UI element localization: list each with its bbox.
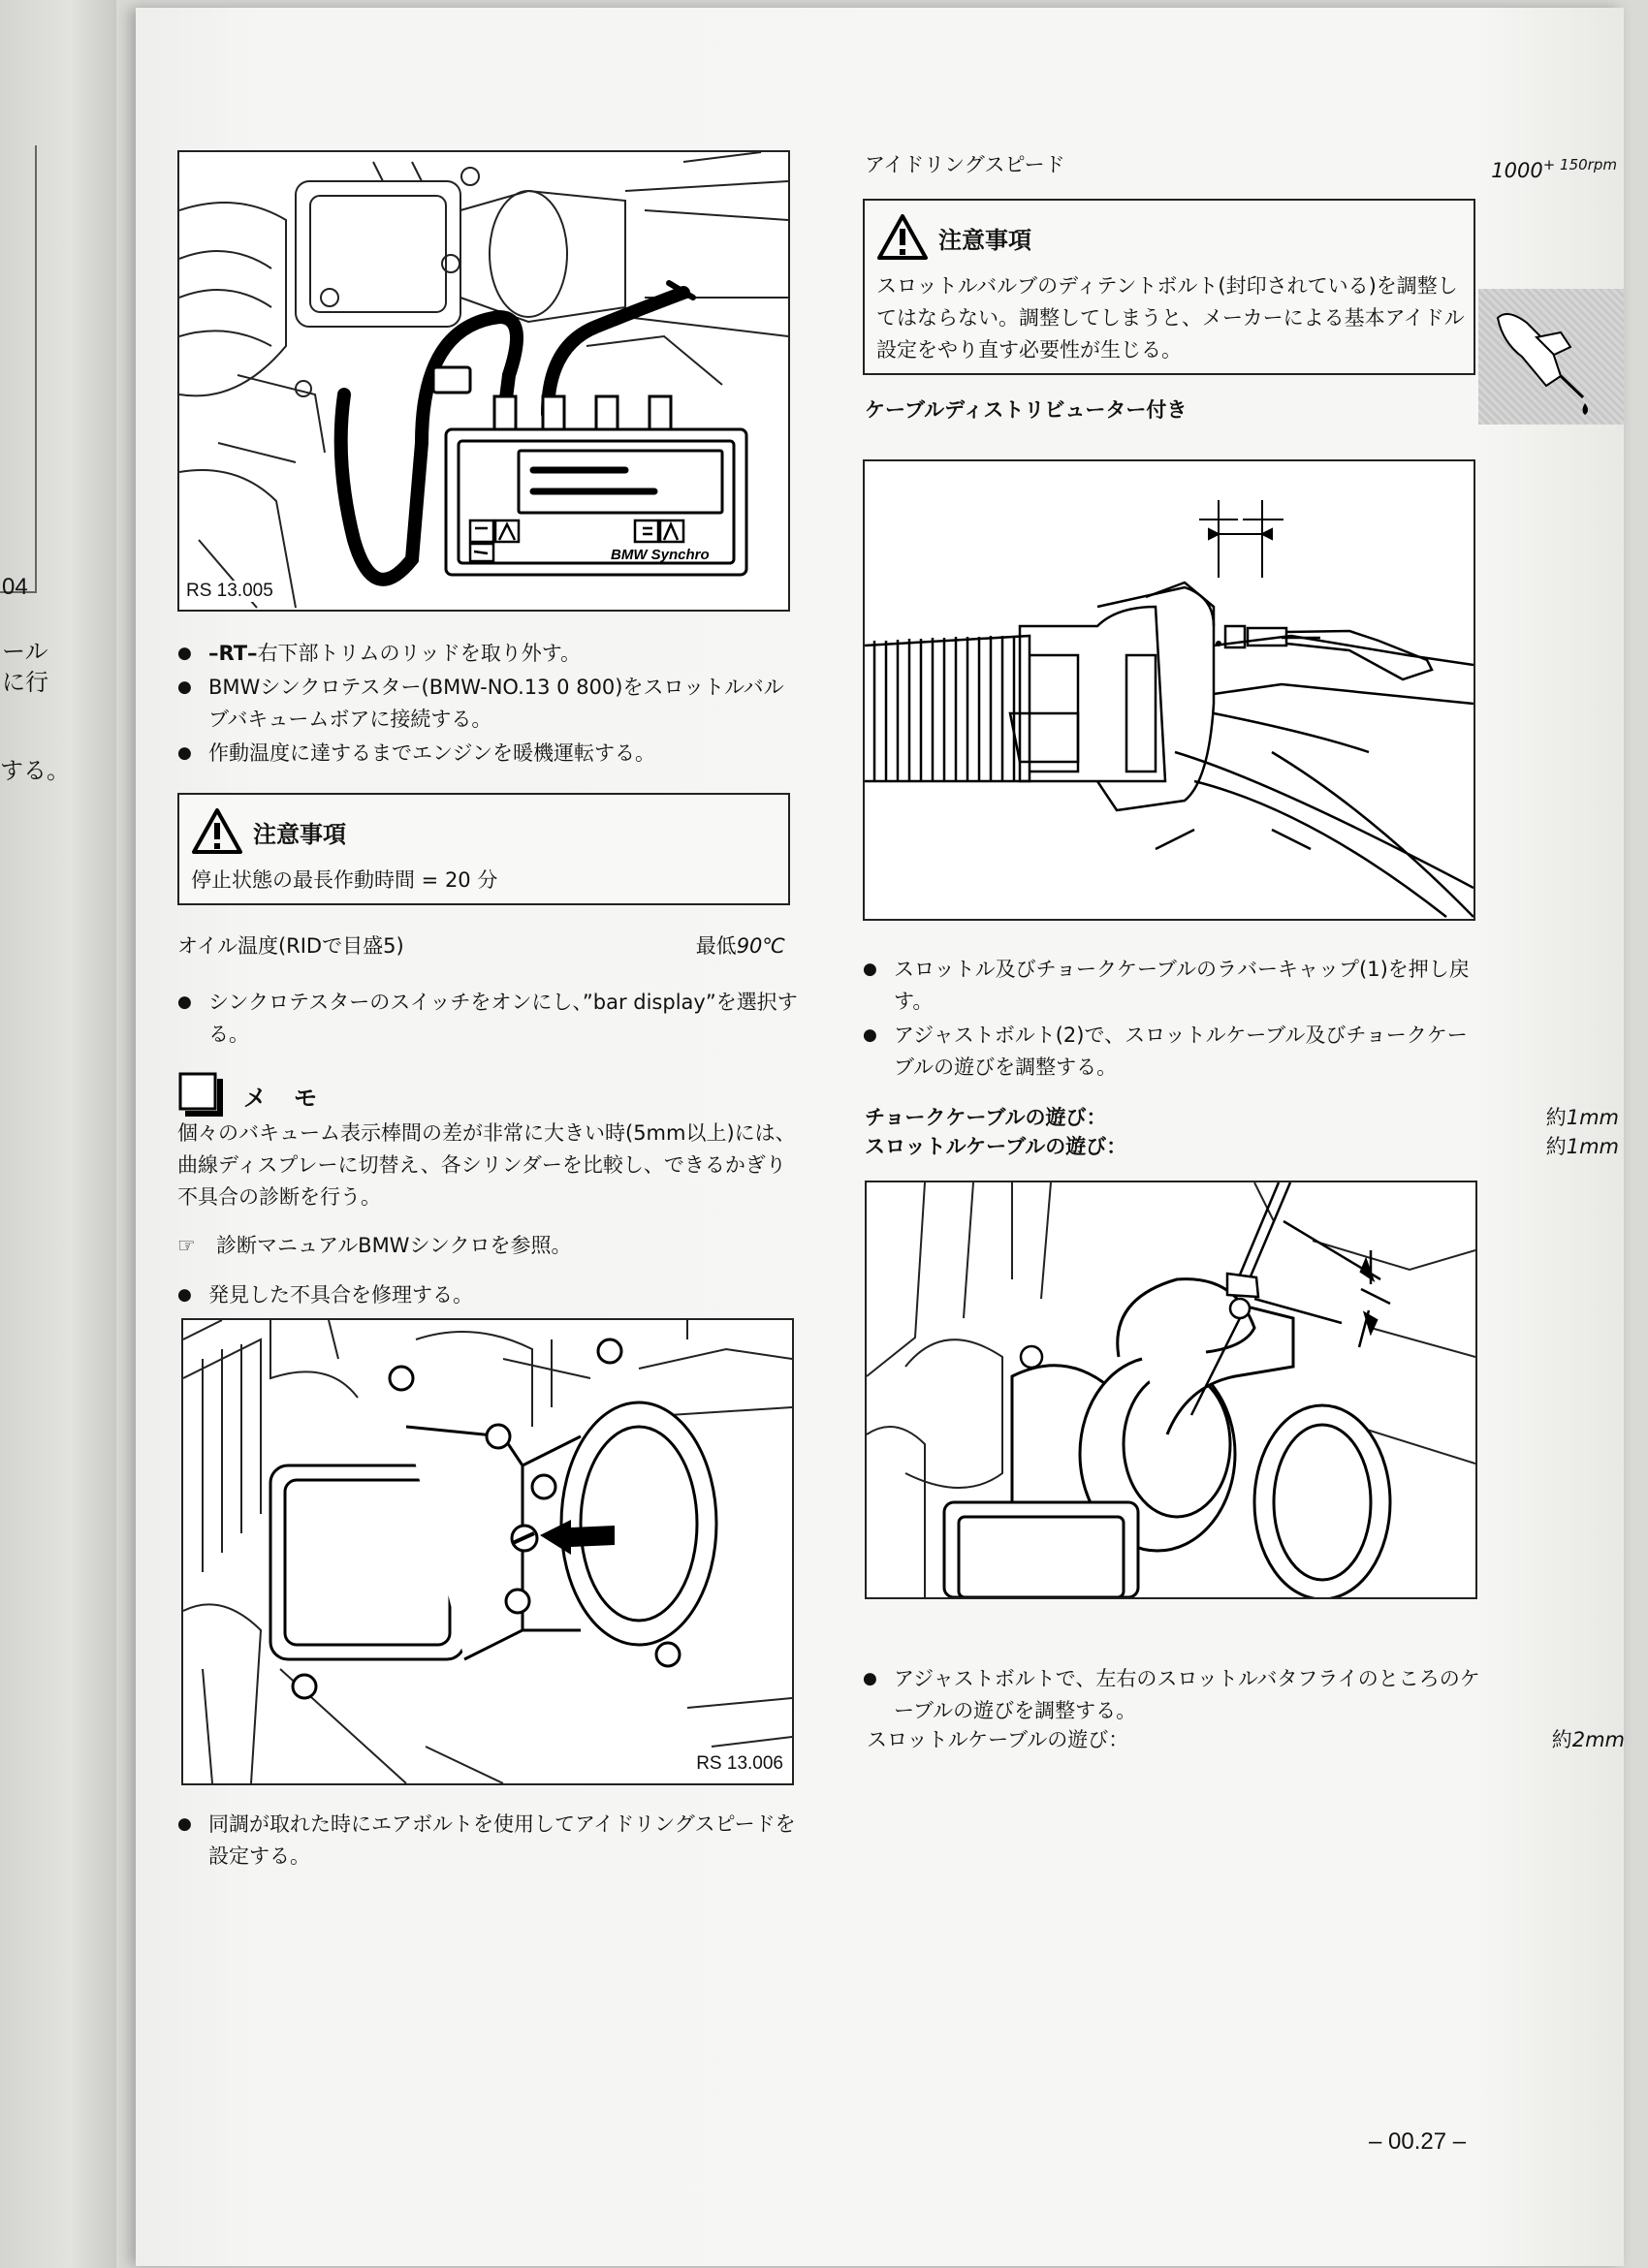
step-text: 右下部トリムのリッドを取り外す。 bbox=[257, 642, 582, 665]
step-item: ● BMWシンクロテスター(BMW-NO.13 0 800)をスロットルバルブバキュームボアに接続する。 bbox=[177, 672, 798, 736]
step-item: ● 発見した不具合を修理する。 bbox=[177, 1279, 798, 1311]
figure-code: RS 13.005 bbox=[183, 581, 276, 602]
idle-speed-label: アイドリングスピード bbox=[865, 153, 1065, 176]
butterfly-play-prefix: 約 bbox=[1551, 1728, 1572, 1751]
step-item: ● –RT–右下部トリムのリッドを取り外す。 bbox=[177, 638, 798, 670]
caution-text: スロットルバルブのディテントボルト(封印されている)を調整してはならない。調整してしまうと、メーカーによる基本アイドル設定をやり直す必要性が生じる。 bbox=[876, 274, 1465, 362]
memo-icon bbox=[177, 1071, 226, 1119]
page-number: – 00.27 – bbox=[1369, 2128, 1467, 2155]
reference-line bbox=[177, 1231, 572, 1260]
idle-speed-value bbox=[1347, 150, 1617, 185]
device-label: BMW Synchro bbox=[611, 547, 710, 563]
caution-header bbox=[191, 803, 346, 861]
oil-temp-number: 90℃ bbox=[736, 934, 785, 958]
section-thumb-tab bbox=[1478, 289, 1624, 425]
step-item: ● 作動温度に達するまでエンジンを暖機運転する。 bbox=[177, 738, 798, 770]
caution-text: 停止状態の最長作動時間 = 20 分 bbox=[191, 868, 498, 892]
memo-title: メ モ bbox=[243, 1085, 319, 1112]
warning-triangle-icon bbox=[876, 213, 929, 262]
pointing-hand-icon: ☞ bbox=[177, 1234, 196, 1257]
steps-prepare bbox=[177, 638, 798, 772]
throttle-play-prefix: 約 bbox=[1545, 1135, 1567, 1158]
butterfly-play-label: スロットルケーブルの遊び： bbox=[867, 1728, 1129, 1751]
choke-play-label: チョークケーブルの遊び： bbox=[865, 1106, 1107, 1129]
step-item: ● アジャストボルト(2)で、スロットルケーブル及びチョークケーブルの遊びを調整する。 bbox=[863, 1020, 1483, 1084]
choke-play-value bbox=[1396, 1103, 1619, 1132]
facing-page-figure-edge bbox=[0, 145, 37, 593]
caution-box bbox=[177, 793, 790, 905]
throttle-play-label: スロットルケーブルの遊び： bbox=[865, 1135, 1127, 1158]
facing-page-fragment: ール bbox=[2, 638, 48, 665]
synchro-tester-drawing bbox=[179, 152, 788, 610]
oil-temp-label: オイル温度(RIDで目盛5) bbox=[177, 934, 404, 958]
oil-can-hand-icon bbox=[1478, 289, 1624, 425]
figure-handlebar bbox=[863, 459, 1475, 921]
throttle-play-value bbox=[1396, 1132, 1619, 1161]
idle-speed-number: 1000 bbox=[1491, 159, 1543, 182]
section-heading: ケーブルディストリビューター付き bbox=[865, 398, 1188, 422]
figure-synchro-tester bbox=[177, 150, 790, 612]
caution-title: 注意事項 bbox=[253, 820, 346, 848]
butterfly-play-number: 2mm bbox=[1571, 1728, 1625, 1751]
steps-synchro bbox=[177, 987, 798, 1053]
step-item: ● 同調が取れた時にエアボルトを使用してアイドリングスピードを設定する。 bbox=[177, 1809, 798, 1873]
facing-page-fragment: 04 bbox=[2, 574, 28, 600]
oil-temp-value bbox=[601, 931, 785, 961]
caution-box bbox=[863, 199, 1475, 375]
caution-title: 注意事項 bbox=[938, 226, 1031, 254]
figure-code: RS 13.006 bbox=[693, 1753, 786, 1775]
facing-page-fragment: に行 bbox=[2, 669, 48, 696]
figure-throttle-butterfly bbox=[865, 1181, 1477, 1599]
idle-speed-tolerance: + 150rpm bbox=[1542, 156, 1617, 173]
choke-play-prefix: 約 bbox=[1545, 1106, 1567, 1129]
air-bolt-drawing bbox=[183, 1320, 792, 1783]
manual-page bbox=[136, 8, 1624, 2266]
throttle-butterfly-drawing bbox=[867, 1182, 1475, 1597]
figure-air-bolt bbox=[181, 1318, 794, 1785]
steps-repair bbox=[177, 1279, 798, 1313]
warning-triangle-icon bbox=[191, 807, 243, 856]
steps-cables bbox=[863, 954, 1483, 1086]
handlebar-drawing bbox=[865, 461, 1474, 919]
steps-butterfly bbox=[863, 1663, 1483, 1729]
throttle-play-number: 1mm bbox=[1566, 1135, 1619, 1158]
facing-page-edge bbox=[0, 0, 116, 2268]
step-item: ● スロットル及びチョークケーブルのラバーキャップ(1)を押し戻す。 bbox=[863, 954, 1483, 1018]
choke-play-number: 1mm bbox=[1566, 1106, 1619, 1129]
facing-page-fragment: する。 bbox=[0, 757, 70, 784]
memo-text: 個々のバキューム表示棒間の差が非常に大きい時(5mm以上)には、曲線ディスプレーに切替え、各シリンダーを比較し、できるかぎり不具合の診断を行う。 bbox=[177, 1121, 796, 1209]
oil-temp-prefix: 最低 bbox=[695, 934, 737, 958]
caution-header bbox=[876, 208, 1031, 267]
reference-text: 診断マニュアルBMWシンクロを参照。 bbox=[216, 1234, 572, 1257]
step-item: ● シンクロテスターのスイッチをオンにし、”bar display”を選択する。 bbox=[177, 987, 798, 1051]
butterfly-play-value bbox=[1396, 1725, 1625, 1754]
step-item: ● アジャストボルトで、左右のスロットルバタフライのところのケーブルの遊びを調整する。 bbox=[863, 1663, 1483, 1727]
steps-idle bbox=[177, 1809, 798, 1874]
